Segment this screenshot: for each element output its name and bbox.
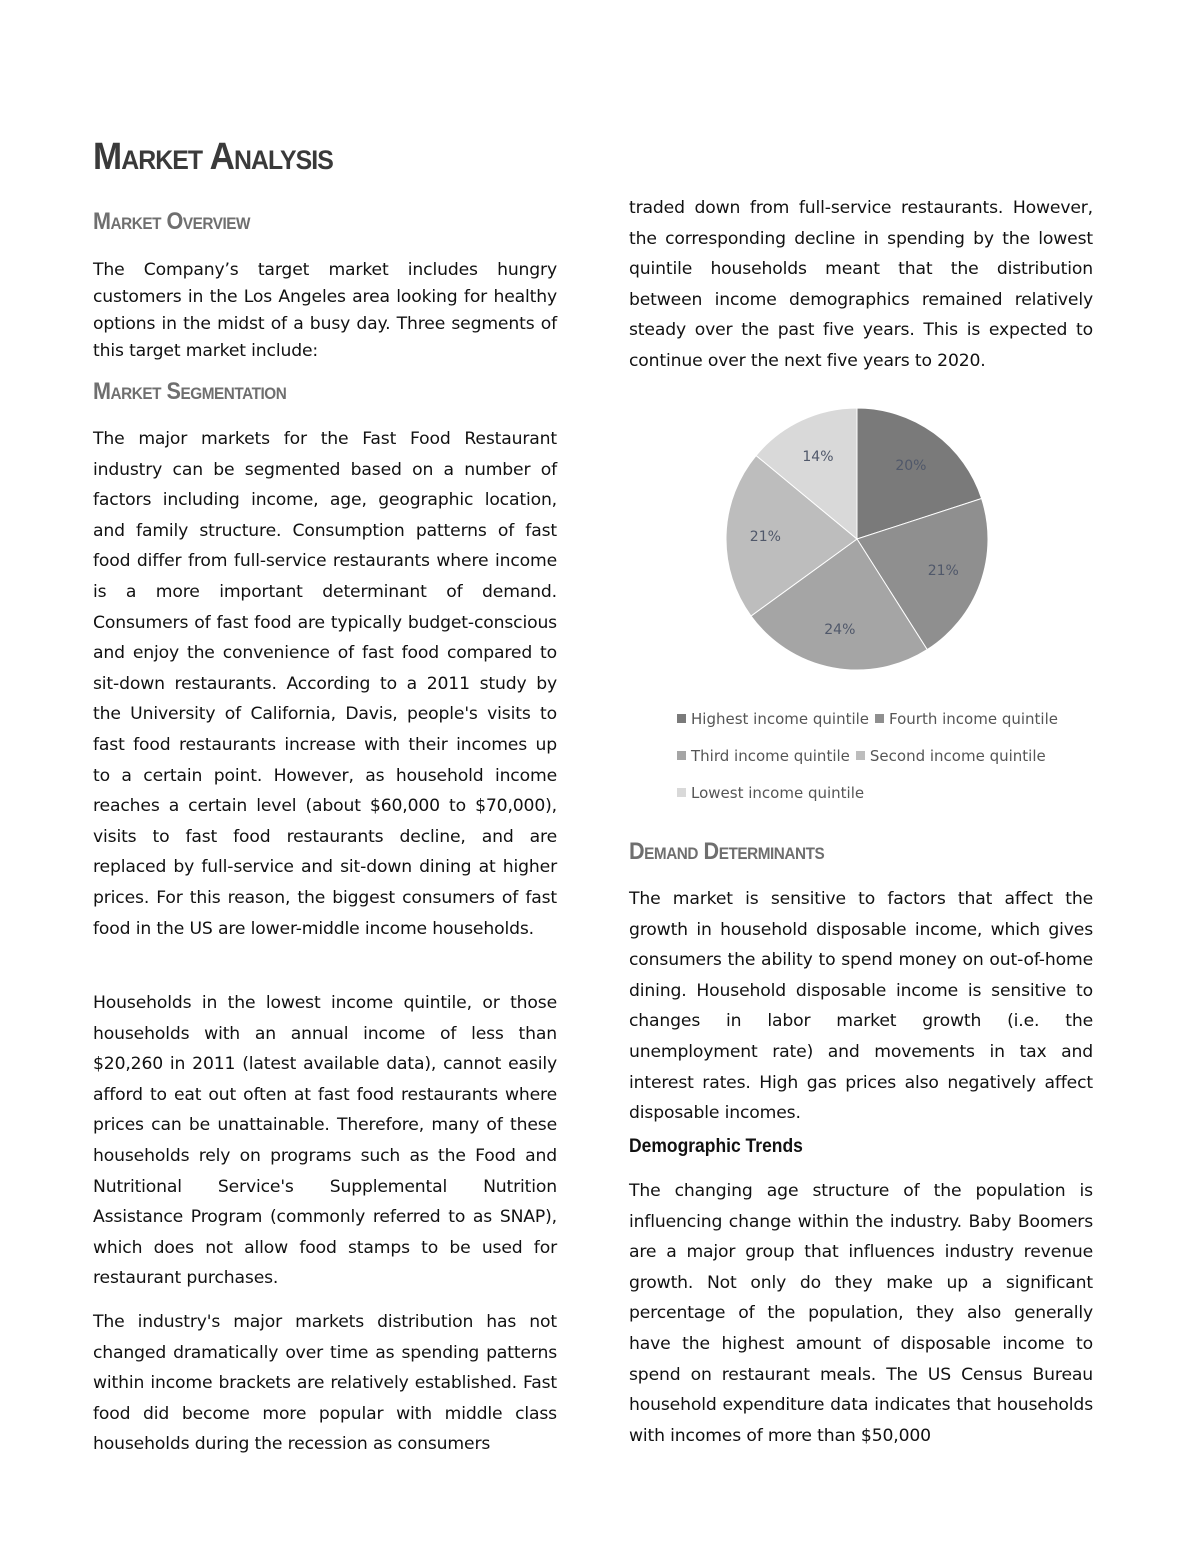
segmentation-paragraph-3-part-1: The industry's major markets distribution has not changed dramatically over time as spending patterns within income brackets are relatively established. Fast food did become more popular with middle class households during the recession as consumers xyxy=(93,1312,557,1455)
demographic-text-wrap xyxy=(629,1176,1093,1451)
segmentation-para-2-wrap xyxy=(93,988,557,1294)
segmentation-paragraph-1: The major markets for the Fast Food Restaurant industry can be segmented based on a number of factors including income, age, geographic location, and family structure. Consumption patterns of fast food differ from full-service restaurants where income is a more important determinant of demand. Consumers of fast food are typically budget-conscious and enjoy the convenience of fast food compared to sit-down restaurants. According to a 2011 study by the University of California, Davis, people's visits to fast food restaurants increase with their incomes up to a certain point. However, as household income reaches a certain level (about $60,000 to $70,000), visits to fast food restaurants decline, and are replaced by full-service and sit-down dining at higher prices. For this reason, the biggest consumers of fast food in the US are lower-middle income households. xyxy=(93,429,557,939)
segmentation-paragraph-3-part-2: traded down from full-service restaurants. However, the corresponding decline in spending by the lowest quintile households meant that the distribution between income demographics remained relatively steady over the past five years. This is expected to continue over the next five years to 2020. xyxy=(629,198,1093,371)
legend-item xyxy=(677,710,869,728)
legend-label: Fourth income quintile xyxy=(889,709,1058,728)
market-segmentation-heading: Market Segmentation xyxy=(93,378,287,405)
demand-determinants-text: The market is sensitive to factors that affect the growth in household disposable income, which gives consumers the ability to spend money on out-of-home dining. Household disposable income is sensitive to changes in labor market growth (i.e. the unemployment rate) and movements in tax and interest rates. High gas prices also negatively affect disposable incomes. xyxy=(629,889,1093,1124)
demand-text-wrap xyxy=(629,884,1093,1129)
legend-swatch xyxy=(875,714,884,723)
demand-determinants-heading: Demand Determinants xyxy=(629,838,825,865)
demand-heading-wrap xyxy=(629,838,1093,866)
market-overview-heading: Market Overview xyxy=(93,208,251,235)
pie-data-label-1: 20% xyxy=(895,457,927,474)
demographic-trends-heading: Demographic Trends xyxy=(629,1136,803,1157)
legend-item xyxy=(677,747,850,765)
pie-data-label-3: 24% xyxy=(824,622,856,639)
segmentation-paragraph-2: Households in the lowest income quintile, or those households with an annual income of less than $20,260 in 2011 (latest available data), cannot easily afford to eat out often at fast food restaurants where prices can be unattainable. Therefore, many of these households rely on programs such as the Food and Nutritional Service's Supplemental Nutrition Assistance Program (commonly referred to as SNAP), which does not allow food stamps to be used for restaurant purchases. xyxy=(93,993,557,1289)
legend-item xyxy=(856,747,1046,765)
legend-item xyxy=(875,710,1058,728)
legend-row xyxy=(677,774,1097,811)
market-overview-heading-wrap xyxy=(93,208,557,236)
chart-legend xyxy=(677,700,1097,811)
legend-swatch xyxy=(677,788,686,797)
legend-label: Third income quintile xyxy=(691,746,850,765)
market-segmentation-heading-wrap xyxy=(93,378,557,406)
legend-label: Highest income quintile xyxy=(691,709,870,728)
legend-swatch xyxy=(677,751,686,760)
legend-row xyxy=(677,700,1097,737)
segmentation-para-3-wrap xyxy=(93,1307,557,1460)
demographic-trends-text: The changing age structure of the population is influencing change within the industry. Baby Boomers are a major group that influences industry revenue growth. Not only do they make up a significant percentage of the population, they also generally have the highest amount of disposable income to spend on restaurant meals. The US Census Bureau household expenditure data indicates that households with incomes of more than $50,000 xyxy=(629,1181,1093,1446)
pie-data-label-2: 21% xyxy=(927,563,959,580)
legend-swatch xyxy=(677,714,686,723)
market-overview-text: The Company’s target market includes hungry customers in the Los Angeles area looking for healthy options in the midst of a busy day. Three segments of this target market include: xyxy=(93,260,557,361)
segmentation-para-1-wrap xyxy=(93,424,557,944)
legend-row xyxy=(677,737,1097,774)
legend-label: Second income quintile xyxy=(869,746,1046,765)
page-title: Market Analysis xyxy=(93,136,333,178)
income-quintile-pie-chart xyxy=(700,400,1020,690)
market-overview-section xyxy=(93,257,557,365)
demographic-heading-wrap xyxy=(629,1136,1093,1158)
pie-data-label-5: 14% xyxy=(802,449,834,466)
legend-label: Lowest income quintile xyxy=(691,783,865,802)
pie-data-label-4: 21% xyxy=(749,529,781,546)
legend-item xyxy=(677,784,864,802)
legend-swatch xyxy=(856,751,865,760)
segmentation-para-3-cont-wrap xyxy=(629,193,1093,377)
